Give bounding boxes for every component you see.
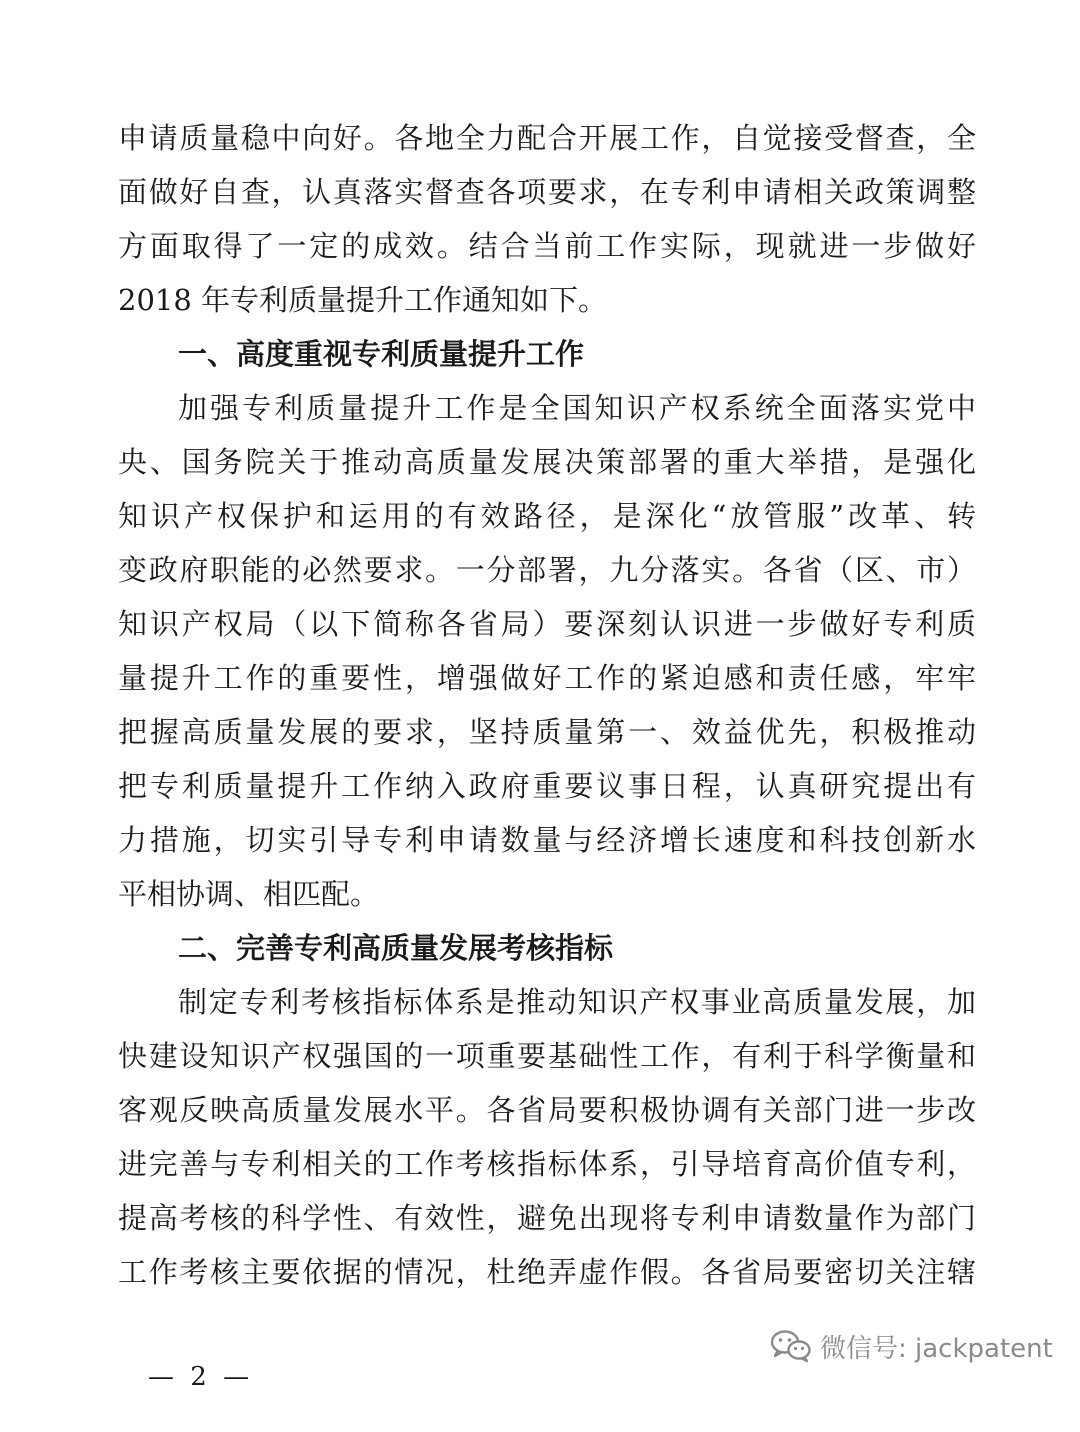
section-heading-1: 一、高度重视专利质量提升工作 — [178, 337, 585, 371]
body-text-line: 知识产权局（以下简称各省局）要深刻认识进一步做好专利质 — [118, 607, 976, 641]
wechat-icon — [770, 1329, 812, 1363]
body-text-line: 方面取得了一定的成效。结合当前工作实际，现就进一步做好 — [118, 229, 976, 263]
body-text-line: 央、国务院关于推动高质量发展决策部署的重大举措，是强化 — [118, 445, 976, 479]
body-text-line: 平相协调、相匹配。 — [118, 877, 380, 911]
body-text-line: 量提升工作的重要性，增强做好工作的紧迫感和责任感，牢牢 — [118, 661, 976, 695]
wechat-watermark — [770, 1326, 1053, 1366]
body-text-line: 进完善与专利相关的工作考核指标体系，引导培育高价值专利， — [118, 1147, 976, 1181]
page-number: — 2 — — [148, 1362, 254, 1392]
body-text-line: 制定专利考核指标体系是推动知识产权事业高质量发展，加 — [178, 985, 976, 1019]
body-text-line: 知识产权保护和运用的有效路径，是深化“放管服”改革、转 — [118, 499, 976, 533]
body-text-line: 工作考核主要依据的情况，杜绝弄虚作假。各省局要密切关注辖 — [118, 1255, 976, 1289]
body-text-line: 面做好自查，认真落实督查各项要求，在专利申请相关政策调整 — [118, 175, 976, 209]
body-text-line: 客观反映高质量发展水平。各省局要积极协调有关部门进一步改 — [118, 1093, 976, 1127]
body-text-line: 加强专利质量提升工作是全国知识产权系统全面落实党中 — [178, 391, 976, 425]
body-text-line: 力措施，切实引导专利申请数量与经济增长速度和科技创新水 — [118, 823, 976, 857]
body-text-line: 2018 年专利质量提升工作通知如下。 — [118, 283, 608, 317]
watermark-text: 微信号: jackpatent — [820, 1333, 1053, 1364]
body-text-line: 申请质量稳中向好。各地全力配合开展工作，自觉接受督查，全 — [118, 121, 976, 155]
section-heading-2: 二、完善专利高质量发展考核指标 — [178, 931, 614, 965]
body-text-line: 把握高质量发展的要求，坚持质量第一、效益优先，积极推动 — [118, 715, 976, 749]
body-text-line: 快建设知识产权强国的一项重要基础性工作，有利于科学衡量和 — [118, 1039, 976, 1073]
body-text-line: 提高考核的科学性、有效性，避免出现将专利申请数量作为部门 — [118, 1201, 976, 1235]
body-text-line: 变政府职能的必然要求。一分部署，九分落实。各省（区、市） — [118, 553, 976, 587]
body-text-line: 把专利质量提升工作纳入政府重要议事日程，认真研究提出有 — [118, 769, 976, 803]
